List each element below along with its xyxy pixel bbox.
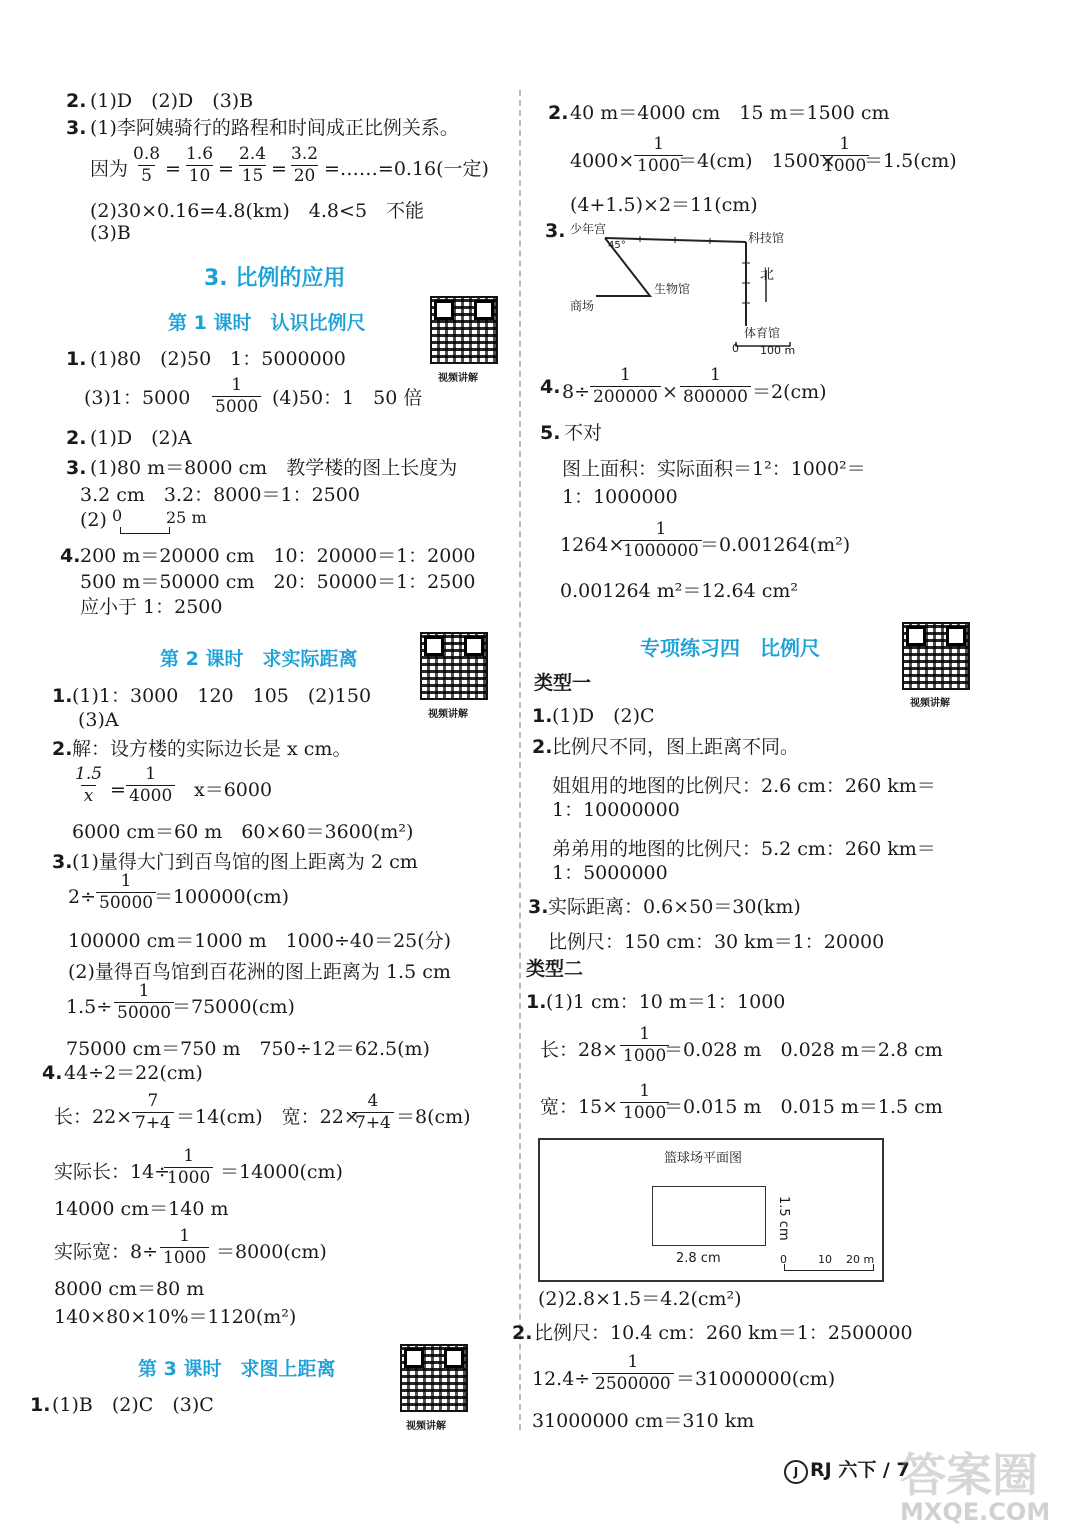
- fraction: 1 1000: [820, 136, 869, 175]
- answer-text: 1：5000000: [552, 862, 668, 884]
- answer-text: 实际长：14÷: [54, 1161, 171, 1183]
- question-number: 2.: [66, 90, 87, 112]
- section-title: 3. 比例的应用: [204, 266, 346, 291]
- fraction: 1.5 x: [75, 764, 103, 806]
- answer-text: ＝14(cm) 宽：22×: [176, 1106, 360, 1128]
- fraction: 1 5000: [212, 377, 261, 416]
- court-height-label: 1.5 cm: [776, 1196, 791, 1241]
- question-number: 4.: [60, 545, 81, 567]
- question-number: 3.: [545, 220, 566, 242]
- type-heading: 类型二: [526, 958, 584, 980]
- answer-text: 应小于 1：2500: [80, 596, 223, 618]
- answer-text: 1264×: [560, 534, 625, 556]
- answer-text: 姐姐用的地图的比例尺：2.6 cm：260 km＝: [552, 775, 936, 797]
- fraction: 1 200000: [590, 367, 661, 406]
- answer-text: ＝1.5(cm): [864, 150, 957, 172]
- map-scale-label: 100 m: [760, 344, 796, 357]
- answer-text: 比例尺：10.4 cm：260 km＝1：2500000: [534, 1322, 913, 1344]
- fraction: 4 7+4: [352, 1093, 394, 1132]
- answer-text: 4000×: [570, 150, 635, 172]
- column-divider: [519, 90, 521, 1430]
- question-number: 3.: [66, 117, 87, 139]
- map-north-label: 北: [760, 267, 774, 283]
- court-title: 篮球场平面图: [664, 1151, 743, 1166]
- answer-text: 实际距离：0.6×50＝30(km): [548, 896, 801, 918]
- answer-text: 解：设方楼的实际边长是 x cm。: [72, 738, 352, 760]
- answer-text: 1：10000000: [552, 799, 680, 821]
- answer-text: (3)A: [78, 709, 119, 731]
- answer-text: (4+1.5)×2＝11(cm): [570, 194, 758, 216]
- type-heading: 类型一: [534, 672, 592, 694]
- question-number: 2.: [52, 738, 73, 760]
- question-number: 1.: [532, 705, 553, 727]
- fraction: 1 1000: [620, 1026, 669, 1065]
- lesson-title: 第 3 课时 求图上距离: [138, 1358, 336, 1380]
- fraction: 1 50000: [114, 983, 174, 1022]
- map-label-science-museum: 科技馆: [748, 231, 785, 245]
- fraction: 1 1000: [164, 1148, 213, 1187]
- fraction: 3.2 20: [291, 144, 319, 186]
- watermark-logo: 答案圈: [900, 1448, 1038, 1502]
- answer-text: (2)量得百鸟馆到百花洲的图上距离为 1.5 cm: [68, 961, 451, 983]
- answer-text: 宽：15×: [540, 1096, 619, 1118]
- answer-text: 140×80×10%＝1120(m²): [54, 1306, 297, 1328]
- question-number: 1.: [66, 348, 87, 370]
- answer-text: (1)80 (2)50 1：5000000: [90, 348, 346, 370]
- question-number: 5.: [540, 422, 561, 444]
- answer-text: ＝4(cm) 1500×: [678, 150, 836, 172]
- answer-text: (1)量得大门到百鸟馆的图上距离为 2 cm: [72, 851, 418, 873]
- answer-text: 长：22×: [54, 1106, 133, 1128]
- answer-text: 长：28×: [540, 1039, 619, 1061]
- answer-text: (3)B: [90, 222, 131, 244]
- court-scale-20: 20 m: [846, 1253, 875, 1266]
- answer-text: (2)30×0.16=4.8(km) 4.8<5 不能: [90, 200, 425, 222]
- court-rectangle: [652, 1186, 766, 1246]
- answer-text: 100000 cm＝1000 m 1000÷40＝25(分): [68, 930, 452, 952]
- fraction: 1 4000: [126, 766, 175, 805]
- answer-text: ＝31000000(cm): [676, 1368, 836, 1390]
- fraction: 1 2500000: [592, 1354, 674, 1393]
- answer-text: 1.5÷: [66, 996, 113, 1018]
- answer-text: (1)1 cm：10 m＝1：1000: [546, 991, 786, 1013]
- answer-text: =……=0.16(一定): [324, 158, 489, 180]
- fraction: 2.4 15: [239, 144, 267, 186]
- answer-text: (4)50：1 50 倍: [272, 387, 423, 409]
- scale-bar: [120, 527, 170, 534]
- question-number: 3.: [66, 457, 87, 479]
- answer-text: 3.2 cm 3.2：8000＝1：2500: [80, 484, 360, 506]
- answer-text: 14000 cm＝140 m: [54, 1198, 229, 1220]
- fraction: 7 7+4: [132, 1093, 174, 1132]
- page-footer: RJ 六下 / 7: [810, 1459, 910, 1481]
- answer-text: 因为: [90, 158, 129, 180]
- equals-sign: =: [218, 158, 234, 180]
- equals-sign: =: [271, 158, 287, 180]
- question-number: 4.: [540, 376, 561, 398]
- lesson-title: 第 1 课时 认识比例尺: [168, 312, 366, 334]
- answer-text: 12.4÷: [532, 1368, 591, 1390]
- court-scale-0: 0: [780, 1253, 787, 1266]
- answer-text: 比例尺：150 cm：30 km＝1：20000: [548, 931, 885, 953]
- publisher-badge-icon: J: [784, 1460, 808, 1484]
- answer-text: 8000 cm＝80 m: [54, 1278, 205, 1300]
- answer-text: 500 m＝50000 cm 20：50000＝1：2500: [80, 571, 476, 593]
- lesson-title: 第 2 课时 求实际距离: [160, 648, 358, 670]
- answer-text: 6000 cm＝60 m 60×60＝3600(m²): [72, 821, 414, 843]
- qr-caption: 视频讲解: [438, 373, 478, 384]
- fraction: 1 1000: [160, 1228, 209, 1267]
- answer-text: ＝2(cm): [752, 381, 827, 403]
- fraction: 0.8 5: [133, 144, 161, 186]
- court-width-label: 2.8 cm: [676, 1251, 721, 1266]
- question-number: 4.: [42, 1062, 63, 1084]
- fraction: 1 800000: [680, 367, 751, 406]
- map-label-youth-palace: 少年宫: [570, 222, 607, 236]
- answer-text: x＝6000: [194, 779, 273, 801]
- answer-text: 不对: [564, 422, 603, 444]
- answer-text: ＝0.028 m 0.028 m＝2.8 cm: [664, 1039, 943, 1061]
- answer-text: ＝14000(cm): [220, 1161, 343, 1183]
- question-number: 1.: [526, 991, 547, 1013]
- answer-text: ＝0.015 m 0.015 m＝1.5 cm: [664, 1096, 943, 1118]
- watermark-url: MXQE.COM: [900, 1498, 1051, 1526]
- question-number: 3.: [528, 896, 549, 918]
- qr-caption: 视频讲解: [910, 698, 950, 709]
- question-number: 2.: [512, 1322, 533, 1344]
- answer-text: (2)2.8×1.5＝4.2(cm²): [538, 1288, 742, 1310]
- answer-text: (1)1：3000 120 105 (2)150: [72, 685, 372, 707]
- question-number: 1.: [52, 685, 73, 707]
- scale-label: 25 m: [166, 508, 207, 527]
- answer-text: 比例尺不同，图上距离不同。: [552, 736, 800, 758]
- answer-text: (1)D (2)C: [552, 705, 655, 727]
- qr-code-icon[interactable]: [430, 296, 498, 364]
- qr-code-icon[interactable]: [902, 622, 970, 690]
- answer-text: 实际宽：8÷: [54, 1241, 159, 1263]
- map-label-biology-museum: 生物馆: [654, 282, 691, 296]
- answer-text: 31000000 cm＝310 km: [532, 1410, 755, 1432]
- answer-text: (1)D (2)A: [90, 427, 192, 449]
- answer-text: 弟弟用的地图的比例尺：5.2 cm：260 km＝: [552, 838, 936, 860]
- answer-text: 图上面积：实际面积＝1²：1000²＝: [562, 458, 866, 480]
- answer-text: 200 m＝20000 cm 10：20000＝1：2000: [80, 545, 476, 567]
- answer-text: ＝75000(cm): [172, 996, 295, 1018]
- qr-code-icon[interactable]: [420, 632, 488, 700]
- fraction: 1.6 10: [186, 144, 214, 186]
- answer-text: 2÷: [68, 886, 97, 908]
- answer-text: 75000 cm＝750 m 750÷12＝62.5(m): [66, 1038, 430, 1060]
- equals-sign: =: [165, 158, 181, 180]
- scale-zero: 0: [112, 506, 123, 525]
- answer-text: 1：1000000: [562, 486, 678, 508]
- fraction: 1 1000: [634, 136, 683, 175]
- answer-text: (2): [80, 509, 107, 531]
- answer-text: ＝0.001264(m²): [700, 534, 851, 556]
- answer-text: ×: [662, 381, 678, 403]
- answer-text: 0.001264 m²＝12.64 cm²: [560, 580, 799, 602]
- answer-text: (3)1：5000: [84, 387, 191, 409]
- fraction: 1 1000000: [620, 521, 702, 560]
- answer-text: (1)李阿姨骑行的路程和时间成正比例关系。: [90, 117, 459, 139]
- section-title: 专项练习四 比例尺: [640, 636, 820, 660]
- court-scale-10: 10: [818, 1253, 832, 1266]
- answer-text: 44÷2＝22(cm): [64, 1062, 203, 1084]
- answer-text: 8÷: [562, 381, 591, 403]
- answer-text: (1)B (2)C (3)C: [52, 1394, 214, 1416]
- answer-text: 40 m＝4000 cm 15 m＝1500 cm: [570, 102, 890, 124]
- qr-caption: 视频讲解: [428, 709, 468, 720]
- map-label-mall: 商场: [570, 299, 595, 313]
- equals-sign: =: [110, 779, 126, 801]
- question-number: 2.: [548, 102, 569, 124]
- fraction: 1 1000: [620, 1083, 669, 1122]
- qr-code-icon[interactable]: [400, 1344, 468, 1412]
- map-label-stadium: 体育馆: [744, 326, 781, 340]
- map-scale-zero: 0: [732, 342, 739, 355]
- question-number: 2.: [66, 427, 87, 449]
- question-number: 1.: [30, 1394, 51, 1416]
- fraction: 1 50000: [96, 873, 156, 912]
- answer-text: ＝8(cm): [396, 1106, 471, 1128]
- answer-text: (1)D (2)D (3)B: [90, 90, 254, 112]
- map-angle-label: 45°: [608, 240, 626, 251]
- answer-text: ＝8000(cm): [216, 1241, 327, 1263]
- question-number: 2.: [532, 736, 553, 758]
- answer-text: ＝100000(cm): [154, 886, 290, 908]
- question-number: 3.: [52, 851, 73, 873]
- answer-text: (1)80 m＝8000 cm 教学楼的图上长度为: [90, 457, 458, 479]
- qr-caption: 视频讲解: [406, 1421, 446, 1432]
